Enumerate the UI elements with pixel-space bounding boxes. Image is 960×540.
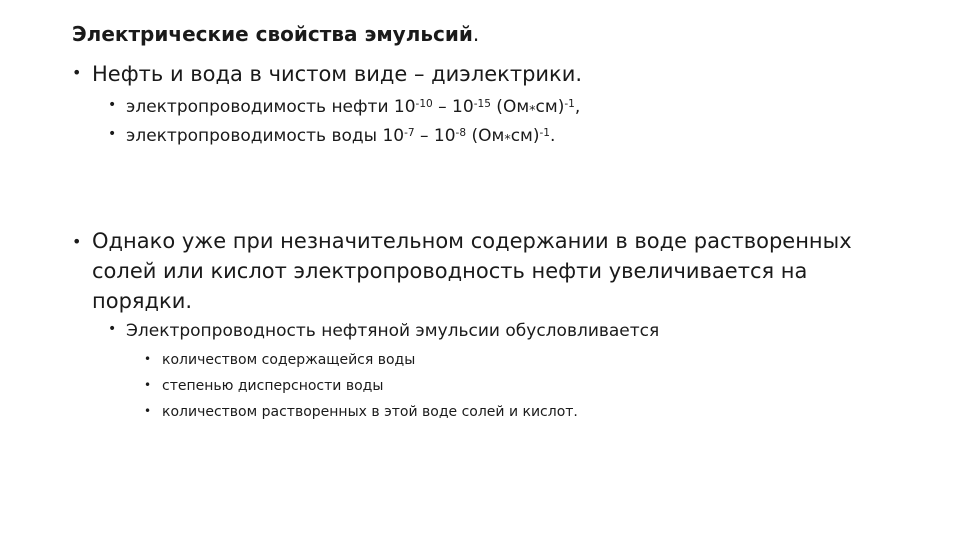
bullet-item-2: • — [144, 378, 152, 392]
point-1-text: Нефть и вода в чистом виде – диэлектрики. — [92, 62, 583, 86]
bullet-sub-1: • — [108, 97, 117, 113]
factor-water-dispersion: степенью дисперсности воды — [162, 378, 384, 394]
slide-title-period: . — [472, 22, 480, 46]
emulsion-conductivity-heading: Электропроводность нефтяной эмульсии обусловливается — [126, 321, 660, 341]
bullet-point-2: • — [72, 232, 82, 251]
point-2-line-3: порядки. — [92, 289, 193, 313]
factor-water-content: количеством содержащейся воды — [162, 352, 416, 368]
factor-dissolved-salts: количеством растворенных в этой воде солей и кислот. — [162, 404, 578, 420]
bullet-item-3: • — [144, 404, 152, 418]
bullet-sub-3: • — [108, 321, 117, 337]
slide-title-text: Электрические свойства эмульсий — [72, 22, 473, 46]
conductivity-water: электропроводимость воды $10^{-7} - 10^{-8}$ $(Ом*см)^{-1}$. — [126, 126, 556, 147]
slide-title — [72, 22, 479, 46]
conductivity-oil: электропроводимость нефти $10^{-10} - 10^{-15}$ $(Ом*см)^{-1}$, — [126, 97, 581, 118]
point-2-line-1: Однако уже при незначительном содержании в воде растворенных — [92, 229, 852, 253]
bullet-point-1: • — [72, 63, 82, 82]
point-2-line-2: солей или кислот электропроводность нефти увеличивается на — [92, 259, 808, 283]
bullet-item-1: • — [144, 352, 152, 366]
bullet-sub-2: • — [108, 126, 117, 142]
